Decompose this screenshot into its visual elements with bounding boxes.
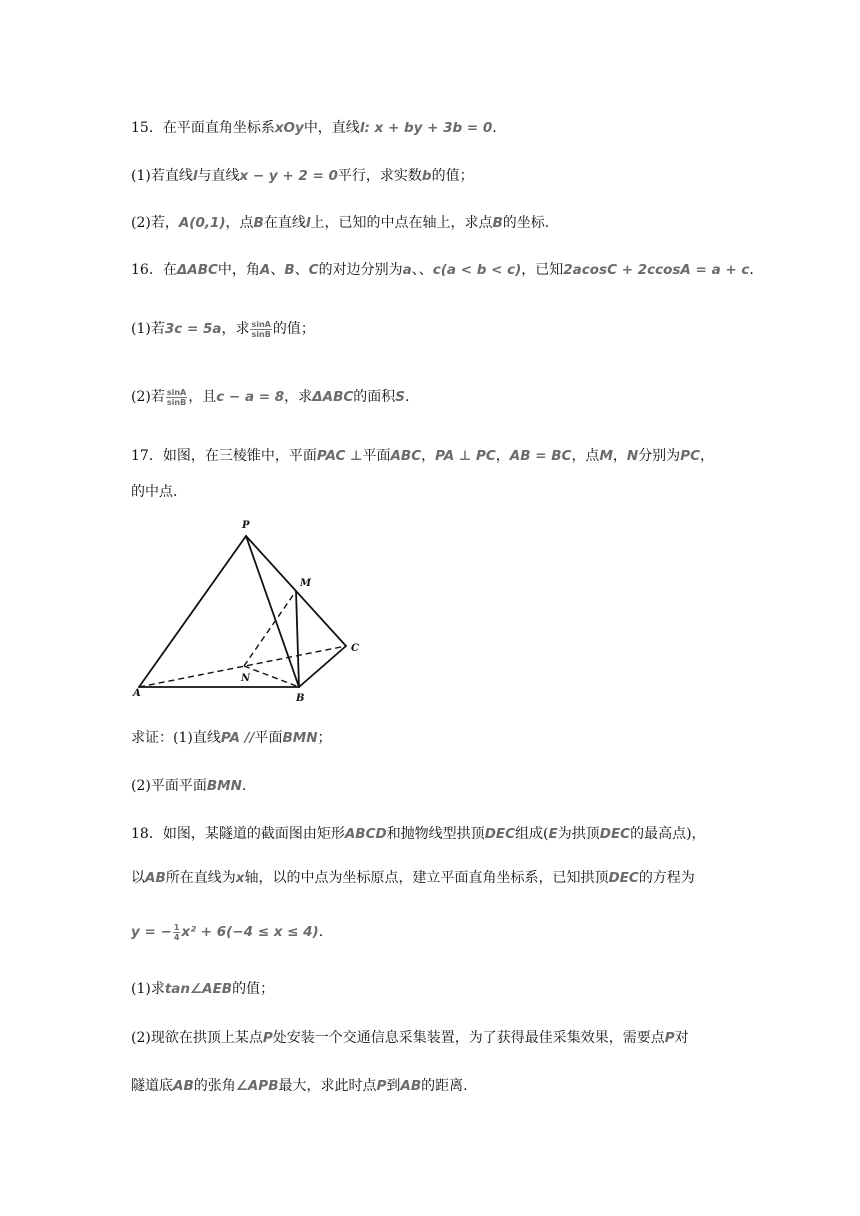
text: 平面	[254, 730, 283, 746]
text: 16．在	[131, 262, 177, 278]
math: AB	[173, 1078, 194, 1094]
text: 对	[674, 1030, 689, 1046]
text: 17．如图，在三棱锥中，平面	[131, 448, 317, 464]
label-m: M	[300, 578, 312, 589]
text: 的距离.	[421, 1078, 468, 1094]
text: 18．如图，某隧道的截面图由矩形	[131, 826, 345, 842]
text: .	[318, 924, 324, 940]
math: x − y + 2 = 0	[239, 168, 338, 184]
math: BMN	[206, 778, 242, 794]
text: 分别为	[638, 448, 681, 464]
q16-intro	[131, 260, 754, 280]
fraction	[166, 388, 187, 407]
text: ，	[495, 448, 510, 464]
text: .	[749, 262, 754, 278]
label-n: N	[241, 673, 251, 684]
math: B	[492, 215, 503, 231]
edge-pb	[246, 536, 299, 687]
math: l	[192, 168, 198, 184]
math: ABC	[390, 448, 422, 464]
text: 、	[294, 262, 309, 278]
q18-equation-line	[131, 922, 741, 942]
fraction	[173, 923, 181, 942]
text: 平行，求实数	[337, 168, 422, 184]
label-b: B	[296, 693, 305, 704]
math: N	[626, 448, 639, 464]
text: ，	[700, 448, 714, 464]
text: ，	[421, 448, 436, 464]
math: M	[599, 448, 613, 464]
text: 处安装一个交通信息采集装置，为了获得最佳采集效果，需要点	[272, 1030, 665, 1046]
math: PAC ⊥	[316, 448, 363, 464]
text: 轴，以的中点为坐标原点，建立平面直角坐标系，已知拱顶	[244, 870, 609, 886]
text: (2)若，	[131, 215, 179, 231]
text: 的张角	[193, 1078, 236, 1094]
text: 所在直线为	[165, 870, 236, 886]
q17-proof-2	[131, 776, 741, 796]
math: 2acosC + 2ccosA = a + c	[563, 262, 750, 278]
math: BMN	[282, 730, 318, 746]
text: ，点	[225, 215, 254, 231]
q15-part2	[131, 213, 741, 233]
text: 到	[386, 1078, 401, 1094]
text: ，求	[284, 389, 313, 405]
q16-part2	[131, 387, 741, 407]
math: l: x + by + 3b = 0	[359, 120, 493, 136]
text: 上，已知的中点在轴上，求点	[310, 215, 493, 231]
math: P	[664, 1030, 675, 1046]
text: (2)平面平面	[131, 778, 207, 794]
q17-intro	[131, 446, 741, 466]
math: B	[284, 262, 295, 278]
fraction-denominator: sinB	[251, 329, 271, 339]
text: ，已知	[521, 262, 564, 278]
math: DEC	[608, 870, 639, 886]
text: ，	[612, 448, 627, 464]
text: 为拱顶	[557, 826, 600, 842]
q18-part2-line2	[131, 1076, 741, 1096]
text: 以	[131, 870, 145, 886]
math: tan∠AEB	[164, 981, 233, 997]
math: b	[421, 168, 432, 184]
edge-pa	[139, 536, 246, 687]
math: c(a < b < c)	[432, 262, 522, 278]
text: (1)若直线	[131, 168, 193, 184]
math: x	[235, 870, 245, 886]
math: l	[305, 215, 311, 231]
q17-proof-1	[131, 728, 741, 748]
math: ΔABC	[312, 389, 354, 405]
math: PA //	[220, 730, 255, 746]
math: xOy	[274, 120, 304, 136]
math: C	[308, 262, 319, 278]
text: (2)现欲在拱顶上某点	[131, 1030, 263, 1046]
text: (1)若	[131, 321, 165, 337]
text: 的值；	[431, 168, 474, 184]
math: DEC	[484, 826, 516, 842]
text: ，求	[221, 321, 250, 337]
text: 的中点.	[131, 484, 178, 500]
edge-nb-hidden	[244, 666, 299, 687]
text: 的最高点)，	[630, 826, 706, 842]
q18-intro-line2	[131, 868, 741, 888]
math: ΔABC	[176, 262, 218, 278]
text: .	[492, 120, 497, 136]
math: AB	[400, 1078, 422, 1094]
q15-intro	[131, 118, 741, 138]
text: (1)求	[131, 981, 165, 997]
q16-part1	[131, 319, 741, 339]
math: 3c = 5a	[164, 321, 222, 337]
edge-bc	[299, 646, 346, 687]
text: 平面	[362, 448, 391, 464]
text: 与直线	[197, 168, 240, 184]
math: y = −	[131, 924, 172, 940]
q17-intro-line2	[131, 482, 741, 502]
text: 的面积	[353, 389, 396, 405]
text: 组成(	[515, 826, 549, 842]
math: AB	[145, 870, 166, 886]
fraction-denominator: sinB	[166, 397, 187, 407]
label-a: A	[133, 688, 141, 699]
text: 中，直线	[303, 120, 360, 136]
q15-part1	[131, 166, 741, 186]
text: 的对边分别为	[318, 262, 403, 278]
text: 和抛物线型拱顶	[386, 826, 485, 842]
math: ∠APB	[235, 1078, 279, 1094]
text: 、、	[411, 262, 433, 278]
text: ；	[317, 730, 332, 746]
text: ，点	[571, 448, 600, 464]
math: E	[548, 826, 558, 842]
math: DEC	[599, 826, 631, 842]
fraction-numerator: 1	[173, 922, 180, 932]
pyramid-figure	[131, 515, 371, 710]
text: 的方程为	[638, 870, 695, 886]
text: 15．在平面直角坐标系	[131, 120, 275, 136]
text: 最大，求此时点	[278, 1078, 377, 1094]
math: B	[253, 215, 264, 231]
fraction-numerator: sinA	[251, 319, 271, 329]
text: 求证：(1)直线	[131, 730, 221, 746]
fraction-numerator: sinA	[166, 387, 187, 397]
math: x² + 6(−4 ≤ x ≤ 4)	[181, 924, 319, 940]
q18-part2	[131, 1028, 741, 1048]
text: 中，角	[217, 262, 260, 278]
math: P	[262, 1030, 273, 1046]
math: S	[395, 389, 405, 405]
math: PA ⊥ PC	[435, 448, 496, 464]
text: 的值；	[232, 981, 275, 997]
math: ABCD	[344, 826, 387, 842]
fraction-denominator: 4	[173, 932, 180, 942]
math: AB = BC	[509, 448, 572, 464]
fraction	[250, 320, 271, 339]
text: ，且	[188, 389, 217, 405]
pyramid-diagram	[131, 515, 371, 710]
math: P	[376, 1078, 387, 1094]
text: 、	[270, 262, 285, 278]
text: .	[241, 778, 247, 794]
text: 的坐标.	[502, 215, 550, 231]
math: c − a = 8	[216, 389, 285, 405]
math: PC	[680, 448, 700, 464]
math: A	[259, 262, 271, 278]
text: 的值；	[272, 321, 315, 337]
label-c: C	[351, 643, 359, 654]
q18-intro	[131, 824, 741, 844]
text: 隧道底	[131, 1078, 173, 1094]
math: A(0,1)	[178, 215, 226, 231]
text: .	[405, 389, 410, 405]
math: a	[402, 262, 412, 278]
edge-mb	[296, 591, 299, 687]
label-p: P	[242, 520, 250, 531]
text: (2)若	[131, 389, 165, 405]
q18-part1	[131, 979, 741, 999]
text: 在直线	[263, 215, 306, 231]
